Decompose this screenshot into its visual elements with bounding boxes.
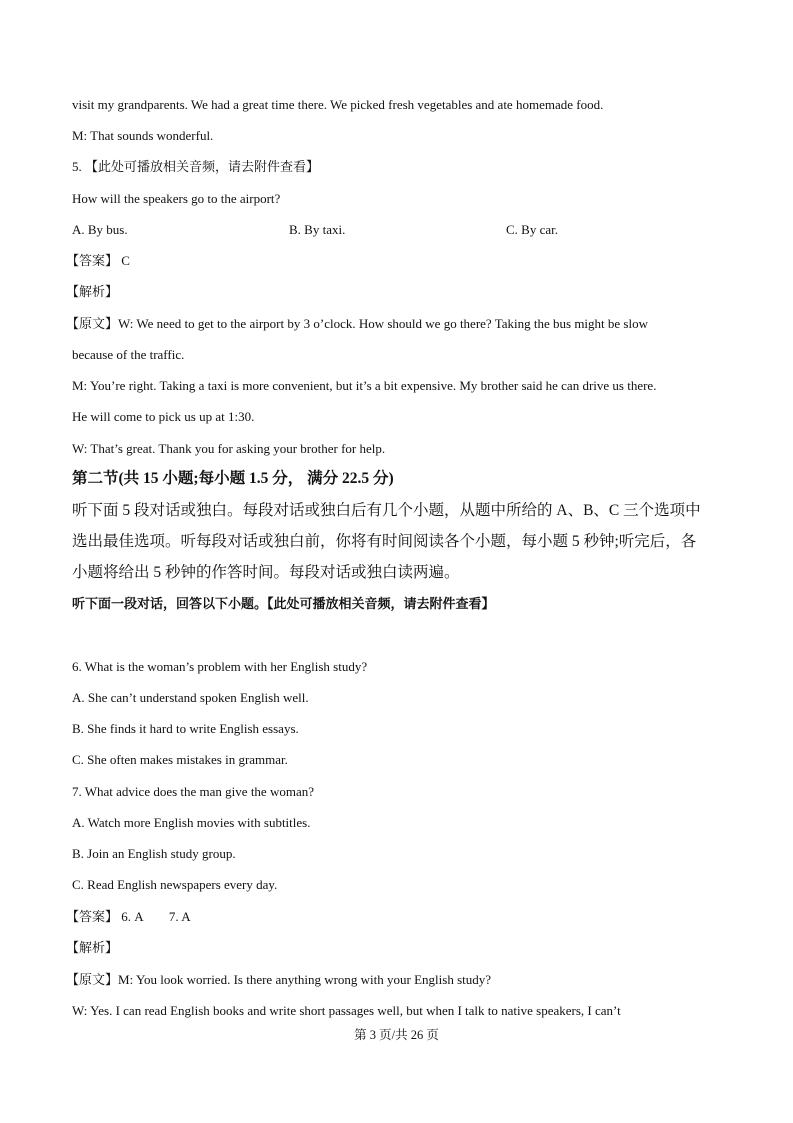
- text-line: visit my grandparents. We had a great time there. We picked fresh vegetables and ate homemade food.: [72, 97, 604, 112]
- audio-note: 【此处可播放相关音频，请去附件查看】: [85, 159, 320, 174]
- question-5-header: [72, 159, 319, 175]
- instruction-line: 小题将给出 5 秒钟的作答时间。每段对话或独白读两遍。: [72, 564, 460, 581]
- dialog-intro: 听下面一段对话，回答以下小题。【此处可播放相关音频，请去附件查看】: [72, 596, 495, 611]
- text-line: He will come to pick us up at 1:30.: [72, 409, 255, 424]
- option-a: A. She can’t understand spoken English well.: [72, 690, 309, 705]
- instruction-line: 选出最佳选项。听每段对话或独白前，你将有时间阅读各个小题，每小题 5 秒钟;听完后，各: [72, 533, 697, 550]
- option-c: C. She often makes mistakes in grammar.: [72, 752, 288, 767]
- option-b: B. By taxi.: [289, 222, 346, 237]
- option-c: C. Read English newspapers every day.: [72, 877, 278, 892]
- text-line: W: That’s great. Thank you for asking your brother for help.: [72, 441, 386, 456]
- option-b: B. Join an English study group.: [72, 846, 236, 861]
- answer-value: 6. A 7. A: [121, 909, 191, 924]
- instruction-line: 听下面 5 段对话或独白。每段对话或独白后有几个小题，从题中所给的 A、B、C 三个选项中: [72, 502, 701, 519]
- option-b: B. She finds it hard to write English essays.: [72, 721, 299, 736]
- analysis-line: [66, 940, 119, 956]
- answer-tag: 【答案】: [66, 909, 119, 924]
- answer-tag: 【答案】: [66, 253, 119, 268]
- option-a: A. By bus.: [72, 222, 128, 237]
- original-tag: 【原文】: [66, 316, 119, 331]
- text-line: because of the traffic.: [72, 347, 185, 362]
- analysis-tag: 【解析】: [66, 284, 119, 299]
- text-line: M: That sounds wonderful.: [72, 128, 214, 143]
- analysis-line: [66, 284, 119, 300]
- original-text: M: You look worried. Is there anything wrong with your English study?: [118, 972, 492, 987]
- original-line: [66, 316, 648, 332]
- section-heading: 第二节(共 15 小题;每小题 1.5 分， 满分 22.5 分): [72, 470, 394, 487]
- question-6-text: 6. What is the woman’s problem with her English study?: [72, 659, 368, 674]
- page-footer: 第 3 页/共 26 页: [354, 1028, 439, 1042]
- original-tag: 【原文】: [66, 972, 119, 987]
- question-number: 5.: [72, 159, 85, 174]
- analysis-tag: 【解析】: [66, 940, 119, 955]
- answer-line: [66, 253, 130, 269]
- answer-line: [66, 909, 191, 925]
- option-c: C. By car.: [506, 222, 558, 237]
- text-line: W: Yes. I can read English books and write short passages well, but when I talk to native speakers, I can’t: [72, 1003, 621, 1018]
- text-line: M: You’re right. Taking a taxi is more convenient, but it’s a bit expensive. My brother said he can drive us there.: [72, 378, 657, 393]
- question-7-text: 7. What advice does the man give the woman?: [72, 784, 314, 799]
- answer-value: C: [121, 253, 130, 268]
- question-5-text: How will the speakers go to the airport?: [72, 191, 281, 206]
- original-text: W: We need to get to the airport by 3 o’clock. How should we go there? Taking the bus might be slow: [118, 316, 648, 331]
- original-line: [66, 972, 492, 988]
- option-a: A. Watch more English movies with subtitles.: [72, 815, 311, 830]
